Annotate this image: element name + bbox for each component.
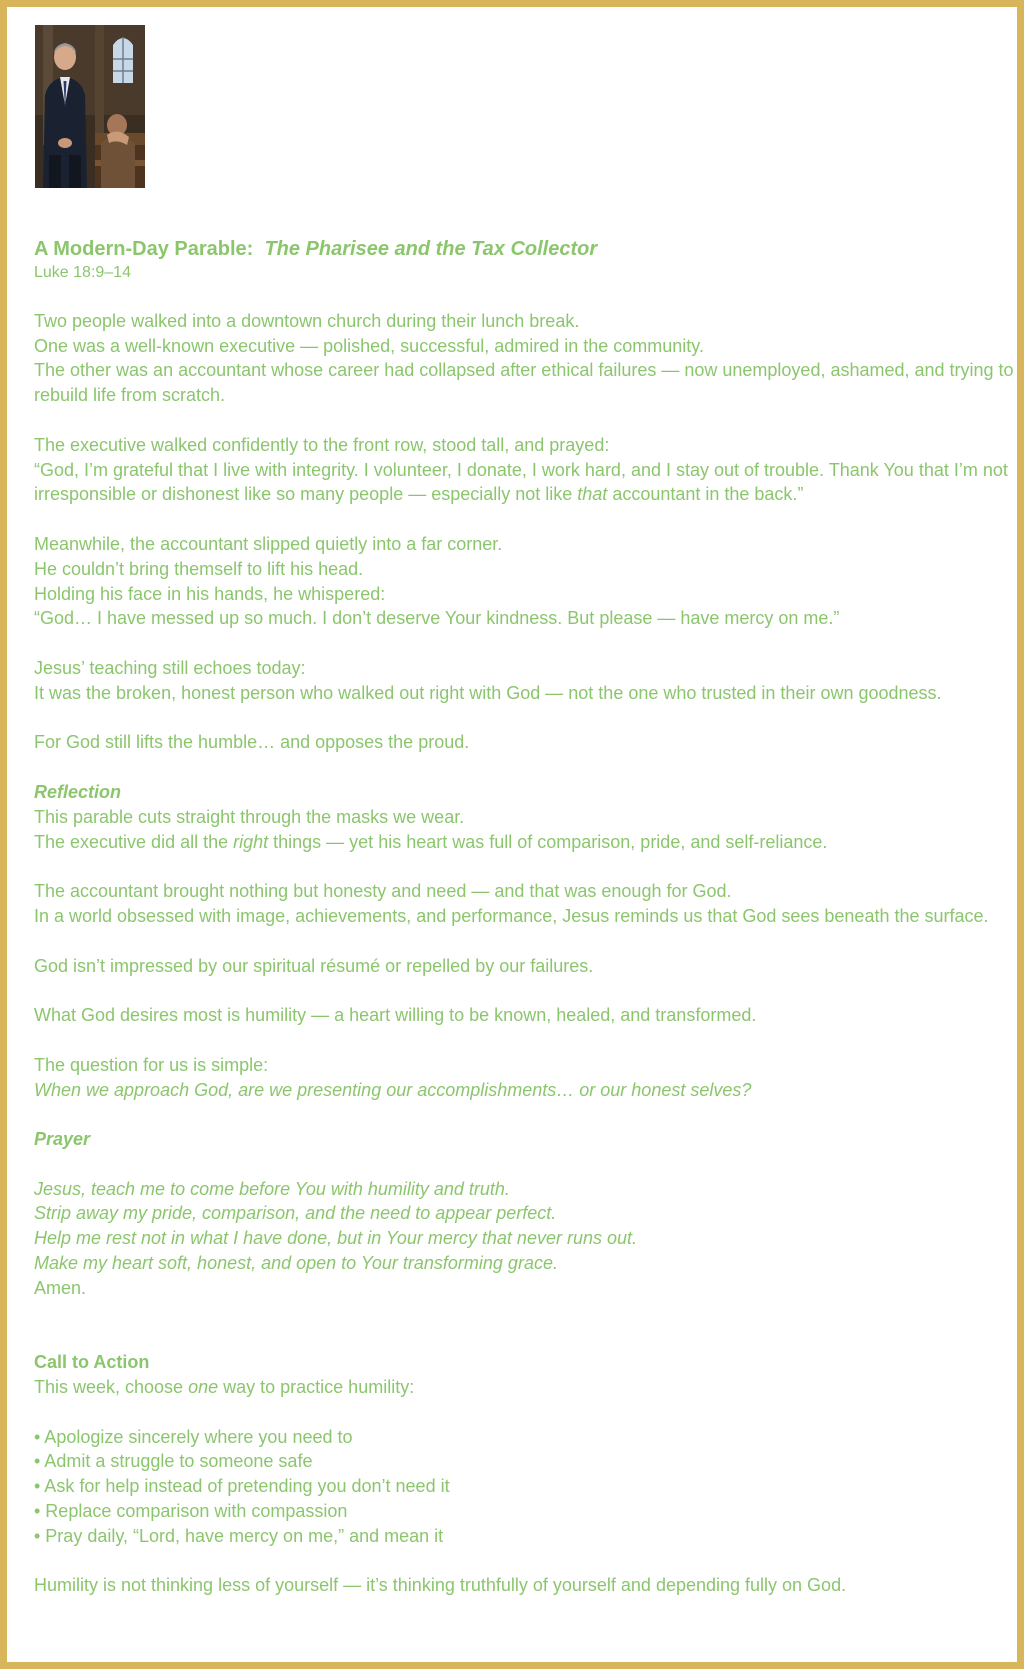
cta-heading: Call to Action — [34, 1352, 150, 1373]
reflection-line: The accountant brought nothing but honesty and need — and that was enough for God. — [34, 881, 732, 902]
scripture-reference: Luke 18:9–14 — [34, 264, 131, 281]
cta-bullet: • Ask for help instead of pretending you don’t need it — [34, 1476, 450, 1497]
reflection-line: In a world obsessed with image, achievements, and performance, Jesus reminds us that God sees beneath the surface. — [34, 905, 989, 926]
reflection-heading: Reflection — [34, 781, 122, 802]
cta-bullet: • Replace comparison with compassion — [34, 1501, 348, 1522]
story-line: The executive walked confidently to the front row, stood tall, and prayed: — [34, 434, 610, 455]
story-line: For God still lifts the humble… and opposes the proud. — [34, 732, 470, 753]
cta-bullet: • Apologize sincerely where you need to — [34, 1426, 353, 1447]
church-photo-icon — [35, 25, 145, 188]
prayer-amen: Amen. — [34, 1277, 87, 1298]
story-line: It was the broken, honest person who walked out right with God — not the one who trusted in their own goodness. — [34, 682, 942, 703]
reflection-line: What God desires most is humility — a heart willing to be known, healed, and transformed. — [34, 1005, 757, 1026]
prayer-line: Make my heart soft, honest, and open to Your transforming grace. — [34, 1253, 558, 1274]
page-title: A Modern-Day Parable: The Pharisee and the Tax Collector — [34, 238, 598, 260]
reflection-line: This parable cuts straight through the masks we wear. — [34, 806, 465, 827]
reflection-question: When we approach God, are we presenting our accomplishments… or our honest selves? — [34, 1079, 752, 1100]
reflection-line: God isn’t impressed by our spiritual résumé or repelled by our failures. — [34, 955, 594, 976]
cta-bullet: • Admit a struggle to someone safe — [34, 1451, 313, 1472]
story-line: Holding his face in his hands, he whispered: — [34, 583, 386, 604]
story-line: “God… I have messed up so much. I don’t deserve Your kindness. But please — have mercy on me.” — [34, 608, 840, 629]
cta-intro: This week, choose one way to practice humility: — [34, 1377, 415, 1398]
executive-prayer: “God, I’m grateful that I live with integrity. I volunteer, I donate, I work hard, and I stay out of trouble. Thank You that I’m not irresponsible or dishonest like so many people — especially not like that accountant in the back.” — [34, 459, 1008, 505]
reflection-line: The executive did all the right things — yet his heart was full of comparison, pride, and self-reliance. — [34, 831, 828, 852]
prayer-line: Help me rest not in what I have done, but in Your mercy that never runs out. — [34, 1228, 637, 1249]
story-line: The other was an accountant whose career had collapsed after ethical failures — now unemployed, ashamed, and trying to rebuild life from scratch. — [34, 360, 1014, 406]
story-line: One was a well-known executive — polished, successful, admired in the community. — [34, 335, 704, 356]
prayer-line: Strip away my pride, comparison, and the need to appear perfect. — [34, 1203, 557, 1224]
story-line: Two people walked into a downtown church during their lunch break. — [34, 310, 580, 331]
story-line: He couldn’t bring themself to lift his head. — [34, 558, 364, 579]
story-line: Jesus’ teaching still echoes today: — [34, 657, 306, 678]
article-body — [34, 236, 1019, 1598]
story-line: Meanwhile, the accountant slipped quietly into a far corner. — [34, 533, 503, 554]
cta-bullet: • Pray daily, “Lord, have mercy on me,” and mean it — [34, 1525, 444, 1546]
prayer-heading: Prayer — [34, 1129, 91, 1150]
prayer-line: Jesus, teach me to come before You with humility and truth. — [34, 1178, 510, 1199]
page-title-italic: The Pharisee and the Tax Collector — [264, 238, 598, 260]
closing-line: Humility is not thinking less of yourself — it’s thinking truthfully of yourself and depending fully on God. — [34, 1575, 847, 1596]
reflection-line: The question for us is simple: — [34, 1054, 269, 1075]
